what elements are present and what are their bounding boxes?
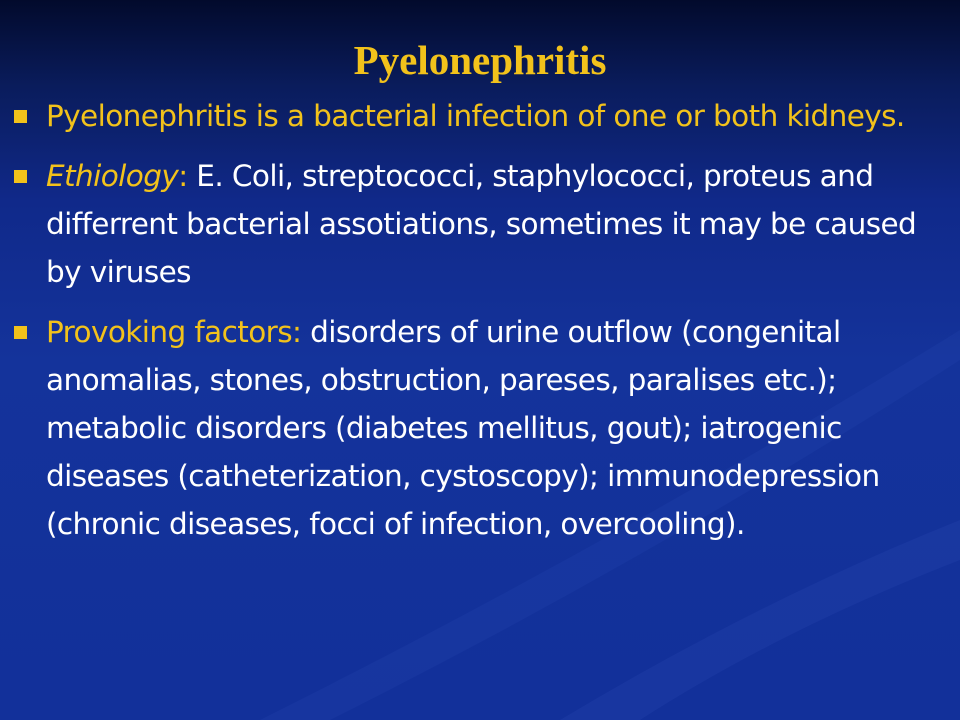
bullet-label-separator: : <box>291 315 302 349</box>
bullet-item-ethiology <box>12 152 952 296</box>
bullet-text: E. Coli, streptococci, staphylococci, proteus and differrent bacterial assotiations, sometimes it may be caused by viruses <box>46 159 917 289</box>
square-bullet-icon <box>14 170 27 183</box>
bullet-label: Provoking factors <box>46 315 292 349</box>
bullet-text: Pyelonephritis is a bacterial infection of one or both kidneys. <box>46 99 905 133</box>
bullet-label: Ethiology <box>46 159 179 193</box>
square-bullet-icon <box>14 326 27 339</box>
bullet-item-provoking-factors <box>12 308 952 548</box>
bullet-item-definition <box>12 92 952 140</box>
bullet-list <box>12 92 952 560</box>
square-bullet-icon <box>14 110 27 123</box>
bullet-text: disorders of urine outflow (congenital anomalias, stones, obstruction, pareses, paralises etc.); metabolic disorders (diabetes mellitus, gout); iatrogenic diseases (catheterization, cystoscopy); immunodepression (chronic diseases, focci of infection, overcooling). <box>46 315 880 541</box>
bullet-label-separator: : <box>178 159 188 193</box>
slide-title: Pyelonephritis <box>353 37 607 83</box>
